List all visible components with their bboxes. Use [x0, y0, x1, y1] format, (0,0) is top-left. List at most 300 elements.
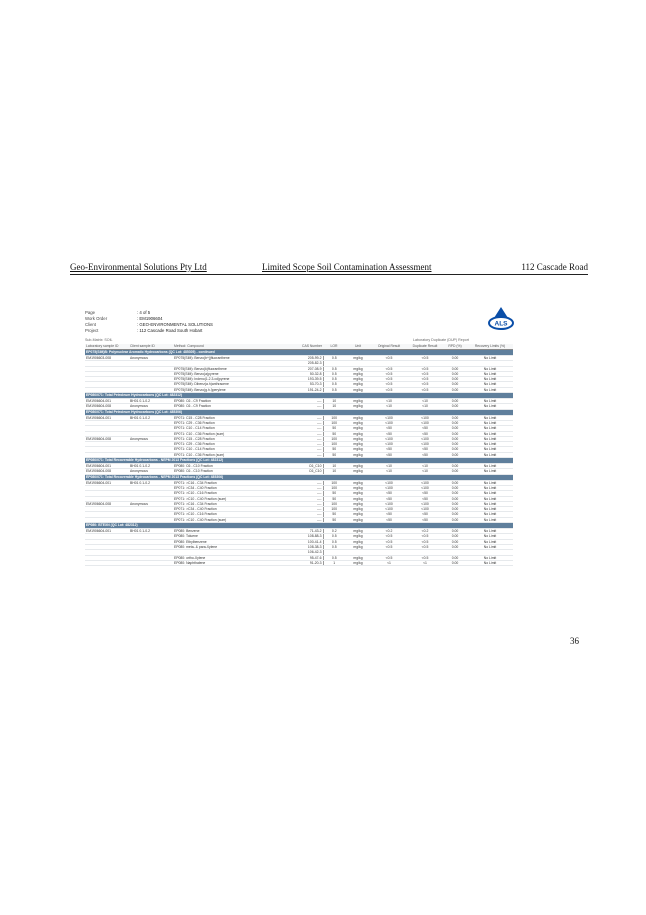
table-cell: <50	[407, 452, 443, 457]
table-cell: 0.5	[323, 534, 345, 539]
table-cell: C6_C10	[281, 464, 323, 469]
table-cell: 100	[323, 436, 345, 441]
table-cell: <100	[371, 501, 407, 506]
table-cell: <100	[371, 436, 407, 441]
table-cell: mg/kg	[345, 480, 371, 485]
table-cell: EP071: C15 - C28 Fraction	[173, 436, 281, 441]
table-cell: mg/kg	[345, 356, 371, 361]
logo-text: ALS	[494, 320, 508, 328]
duplicate-report-label: Laboratory Duplicate (DUP) Report	[413, 338, 469, 342]
column-header: Laboratory sample ID	[85, 344, 129, 350]
table-cell: No Limit	[467, 544, 513, 549]
table-cell: 0.5	[323, 371, 345, 376]
table-cell: 0.00	[443, 480, 467, 485]
table-cell: Anonymous	[129, 436, 173, 441]
table-cell: <0.5	[371, 382, 407, 387]
table-cell: No Limit	[467, 464, 513, 469]
table-cell: EP071: >C10 - C40 Fraction (sum)	[173, 517, 281, 522]
table-cell: No Limit	[467, 431, 513, 436]
meta-value: : 112 Cascade Road South Hobart	[137, 328, 203, 333]
table-cell: 0.00	[443, 452, 467, 457]
table-cell: 50	[323, 496, 345, 501]
table-cell: <0.5	[371, 539, 407, 544]
table-cell: 0.00	[443, 491, 467, 496]
table-cell: mg/kg	[345, 382, 371, 387]
table-cell: EP071: C10 - C14 Fraction	[173, 426, 281, 431]
table-cell: No Limit	[467, 420, 513, 425]
table-cell: EM1906604-001	[85, 399, 129, 404]
table-cell: ----	[281, 426, 323, 431]
table-cell: No Limit	[467, 366, 513, 371]
table-cell: 50	[323, 491, 345, 496]
table-cell: mg/kg	[345, 420, 371, 425]
table-cell: mg/kg	[345, 544, 371, 549]
table-cell: No Limit	[467, 436, 513, 441]
column-header: Unit	[345, 344, 371, 350]
table-cell: <0.5	[371, 356, 407, 361]
table-cell: mg/kg	[345, 496, 371, 501]
table-cell: Anonymous	[129, 469, 173, 474]
meta-label: Work Order	[85, 316, 108, 321]
table-cell: No Limit	[467, 507, 513, 512]
table-cell: 205-82-3	[281, 361, 323, 366]
meta-label: Project	[85, 328, 99, 333]
table-cell: <50	[371, 447, 407, 452]
table-cell: <50	[371, 517, 407, 522]
table-cell	[85, 560, 129, 565]
table-cell: 0.00	[443, 426, 467, 431]
table-cell: <0.5	[371, 366, 407, 371]
table-cell: 207-08-9	[281, 366, 323, 371]
table-cell: 91-20-3	[281, 560, 323, 565]
table-cell: EP071: >C10 - C16 Fraction	[173, 491, 281, 496]
table-cell: 95-47-6	[281, 555, 323, 560]
column-header: LOR	[323, 344, 345, 350]
table-cell: 0.00	[443, 442, 467, 447]
table-cell: <1	[407, 560, 443, 565]
table-cell: BH01 0.1-0.2	[129, 415, 173, 420]
table-cell: 50	[323, 431, 345, 436]
table-cell: mg/kg	[345, 512, 371, 517]
column-header: Recovery Limits (%)	[467, 344, 513, 350]
table-cell: mg/kg	[345, 555, 371, 560]
table-cell: <1	[371, 560, 407, 565]
table-cell: <10	[407, 464, 443, 469]
table-cell: mg/kg	[345, 404, 371, 409]
table-cell: EP071: >C16 - C34 Fraction	[173, 501, 281, 506]
table-cell: EM1906603-008	[85, 356, 129, 361]
table-cell: <100	[407, 507, 443, 512]
table-cell: mg/kg	[345, 431, 371, 436]
table-cell: <0.5	[407, 534, 443, 539]
table-cell: 108-38-3	[281, 544, 323, 549]
table-cell: No Limit	[467, 529, 513, 534]
table-cell: mg/kg	[345, 415, 371, 420]
table-cell: 0.00	[443, 399, 467, 404]
table-cell: <0.5	[371, 544, 407, 549]
table-cell: <50	[407, 431, 443, 436]
table-cell: BH01 0.1-0.2	[129, 399, 173, 404]
column-header: Original Result	[371, 344, 407, 350]
table-cell: EP071: C15 - C28 Fraction	[173, 415, 281, 420]
table-cell: <0.5	[407, 366, 443, 371]
table-cell: ----	[281, 507, 323, 512]
table-cell: EM1906604-008	[85, 404, 129, 409]
table-cell: ----	[281, 501, 323, 506]
section-title: EP080/071: Total Petroleum Hydrocarbons (QC Lot: 485306)	[85, 409, 513, 415]
table-cell: 100	[323, 485, 345, 490]
table-cell: <100	[371, 442, 407, 447]
table-cell: 100	[323, 507, 345, 512]
table-cell: 0.00	[443, 356, 467, 361]
table-cell: mg/kg	[345, 464, 371, 469]
section-title: EP075(SIM)B: Polynuclear Aromatic Hydrocarbons (QC Lot: 485305) - continued	[85, 350, 513, 356]
table-cell: ----	[281, 431, 323, 436]
section-title: EP080: BTEXN (QC Lot: 482312)	[85, 523, 513, 529]
table-cell: <50	[407, 496, 443, 501]
table-cell: <100	[407, 480, 443, 485]
table-cell: 53-70-3	[281, 382, 323, 387]
table-cell: No Limit	[467, 447, 513, 452]
table-cell: No Limit	[467, 485, 513, 490]
table-cell: <50	[371, 452, 407, 457]
table-cell: ----	[281, 517, 323, 522]
table-cell: <10	[371, 464, 407, 469]
table-cell: <0.5	[371, 555, 407, 560]
table-cell: 50	[323, 452, 345, 457]
table-cell: BH01 0.1-0.2	[129, 464, 173, 469]
table-cell: <100	[407, 485, 443, 490]
table-cell: EP080: Ethylbenzene	[173, 539, 281, 544]
table-cell: <0.5	[407, 382, 443, 387]
table-cell: EM1906604-001	[85, 529, 129, 534]
table-cell: EP080: C6 - C10 Fraction	[173, 464, 281, 469]
table-cell: 193-39-5	[281, 377, 323, 382]
column-header: CAS Number	[281, 344, 323, 350]
table-cell: 0.00	[443, 560, 467, 565]
table-cell: 0.00	[443, 371, 467, 376]
table-cell: mg/kg	[345, 485, 371, 490]
table-cell: EP071: >C34 - C40 Fraction	[173, 507, 281, 512]
site-address: 112 Cascade Road	[521, 262, 588, 272]
table-cell: EP075(SIM): Benzo(b+j)fluoranthene	[173, 356, 281, 361]
table-cell: <50	[371, 512, 407, 517]
table-cell	[129, 560, 173, 565]
table-cell: Anonymous	[129, 356, 173, 361]
table-cell: <100	[407, 501, 443, 506]
table-cell: 0.00	[443, 485, 467, 490]
table-cell: ----	[281, 491, 323, 496]
table-cell: EP075(SIM): Benzo(k)fluoranthene	[173, 366, 281, 371]
table-cell: mg/kg	[345, 560, 371, 565]
table-cell: No Limit	[467, 517, 513, 522]
table-cell: EP071: >C16 - C34 Fraction	[173, 480, 281, 485]
table-cell: <100	[407, 420, 443, 425]
table-cell: ----	[281, 452, 323, 457]
table-cell: EP071: C10 - C36 Fraction (sum)	[173, 431, 281, 436]
table-cell: ----	[281, 436, 323, 441]
table-cell: mg/kg	[345, 366, 371, 371]
column-header: RPD (%)	[443, 344, 467, 350]
table-cell: ----	[281, 442, 323, 447]
table-cell: EP071: >C34 - C40 Fraction	[173, 485, 281, 490]
section-title: EP080/071: Total Recoverable Hydrocarbons - NEPM 2013 Fractions (QC Lot: 482312)	[85, 458, 513, 464]
table-cell: <10	[407, 469, 443, 474]
table-cell: 0.00	[443, 431, 467, 436]
table-cell: ----	[281, 447, 323, 452]
table-cell: 0.00	[443, 544, 467, 549]
table-cell: <0.5	[407, 371, 443, 376]
table-cell: EP075(SIM): Benzo(a)pyrene	[173, 371, 281, 376]
table-cell: <0.5	[371, 377, 407, 382]
table-cell: No Limit	[467, 560, 513, 565]
table-cell: 10	[323, 399, 345, 404]
table-cell: <100	[371, 480, 407, 485]
table-cell: No Limit	[467, 534, 513, 539]
table-cell: mg/kg	[345, 436, 371, 441]
table-cell: 0.5	[323, 555, 345, 560]
table-cell: 0.5	[323, 382, 345, 387]
table-cell: 100	[323, 442, 345, 447]
page-number: 36	[570, 636, 579, 646]
table-cell: BH01 0.1-0.2	[129, 480, 173, 485]
table-cell: Anonymous	[129, 501, 173, 506]
table-cell: No Limit	[467, 356, 513, 361]
table-cell: mg/kg	[345, 452, 371, 457]
table-cell: ----	[281, 415, 323, 420]
table-cell: ----	[281, 485, 323, 490]
table-cell: mg/kg	[345, 377, 371, 382]
table-cell: EP075(SIM): Indeno(1.2.3.cd)pyrene	[173, 377, 281, 382]
table-cell: <0.5	[407, 555, 443, 560]
table-cell: EP080: C6 - C10 Fraction	[173, 469, 281, 474]
table-cell: ----	[281, 404, 323, 409]
table-cell: No Limit	[467, 371, 513, 376]
sub-matrix-label: Sub-Matrix: SOIL	[85, 338, 113, 342]
document-header	[70, 262, 588, 275]
table-cell: No Limit	[467, 491, 513, 496]
table-cell: 0.00	[443, 555, 467, 560]
table-cell: No Limit	[467, 382, 513, 387]
section-title: EP080/071: Total Recoverable Hydrocarbons - NEPM 2013 Fractions (QC Lot: 485306)	[85, 474, 513, 480]
table-cell: 0.00	[443, 436, 467, 441]
table-cell: <0.5	[371, 387, 407, 392]
table-cell: 0.5	[323, 366, 345, 371]
table-cell: <100	[371, 415, 407, 420]
table-cell: mg/kg	[345, 501, 371, 506]
meta-label: Page	[85, 310, 96, 315]
table-cell: 0.5	[323, 387, 345, 392]
table-cell: <50	[371, 491, 407, 496]
table-cell: No Limit	[467, 501, 513, 506]
table-cell: <10	[371, 404, 407, 409]
table-cell: <0.5	[407, 377, 443, 382]
table-cell: ----	[281, 420, 323, 425]
column-header: Method: Compound	[173, 344, 281, 350]
meta-value: : GEO-ENVIRONMENTAL SOLUTIONS	[137, 322, 213, 327]
table-cell: 0.00	[443, 469, 467, 474]
table-cell: 205-99-2	[281, 356, 323, 361]
table-cell: No Limit	[467, 426, 513, 431]
table-cell: 10	[323, 469, 345, 474]
table-cell: 100	[323, 501, 345, 506]
table-cell: <100	[371, 420, 407, 425]
table-cell: 0.00	[443, 382, 467, 387]
table-cell: Anonymous	[129, 404, 173, 409]
table-cell: EP080: meta- & para-Xylene	[173, 544, 281, 549]
table-cell: EM1906604-001	[85, 464, 129, 469]
table-cell: EP075(SIM): Dibenz(a.h)anthracene	[173, 382, 281, 387]
table-cell: EP075(SIM): Benzo(g.h.i)perylene	[173, 387, 281, 392]
table-cell: EP071: C10 - C14 Fraction	[173, 447, 281, 452]
section-title: EP080/071: Total Petroleum Hydrocarbons (QC Lot: 482312)	[85, 393, 513, 399]
table-cell: mg/kg	[345, 507, 371, 512]
table-cell: <100	[371, 485, 407, 490]
table-cell: 0.00	[443, 496, 467, 501]
duplicate-report-table	[85, 344, 513, 566]
table-cell: EP080: Naphthalene	[173, 560, 281, 565]
table-cell: EP071: >C10 - C40 Fraction (sum)	[173, 496, 281, 501]
table-cell: 100-41-4	[281, 539, 323, 544]
table-cell: No Limit	[467, 512, 513, 517]
table-cell: 0.00	[443, 447, 467, 452]
report-meta	[85, 310, 213, 334]
als-logo	[487, 306, 515, 332]
table-cell: <0.2	[371, 529, 407, 534]
table-cell: No Limit	[467, 442, 513, 447]
table-cell: 0.00	[443, 404, 467, 409]
table-cell: EM1906604-008	[85, 501, 129, 506]
table-cell: <100	[371, 507, 407, 512]
table-cell: <100	[407, 415, 443, 420]
table-cell: EM1906604-001	[85, 415, 129, 420]
table-cell: EP080: Benzene	[173, 529, 281, 534]
table-cell: 0.5	[323, 544, 345, 549]
table-cell: 0.5	[323, 377, 345, 382]
table-cell: EP071: >C10 - C16 Fraction	[173, 512, 281, 517]
table-cell: mg/kg	[345, 469, 371, 474]
table-cell: <0.5	[371, 371, 407, 376]
table-cell: 0.2	[323, 529, 345, 534]
table-cell: 108-88-3	[281, 534, 323, 539]
table-cell: 0.00	[443, 366, 467, 371]
table-cell: 0.00	[443, 377, 467, 382]
table-cell: 100	[323, 480, 345, 485]
table-cell: <0.5	[407, 387, 443, 392]
table-cell: 0.00	[443, 517, 467, 522]
table-cell: EP080: C6 - C9 Fraction	[173, 404, 281, 409]
table-cell: <50	[371, 496, 407, 501]
table-cell: ----	[281, 496, 323, 501]
table-row	[85, 560, 513, 565]
table-cell: 50	[323, 447, 345, 452]
table-cell: <10	[407, 404, 443, 409]
table-cell: 0.5	[323, 356, 345, 361]
table-cell: 0.00	[443, 415, 467, 420]
table-cell: <50	[407, 447, 443, 452]
column-header: Client sample ID	[129, 344, 173, 350]
table-cell: 50	[323, 517, 345, 522]
table-cell: 0.00	[443, 420, 467, 425]
table-cell: ----	[281, 512, 323, 517]
table-cell: 0.5	[323, 539, 345, 544]
table-cell: mg/kg	[345, 387, 371, 392]
table-cell: 1	[323, 560, 345, 565]
table-cell: No Limit	[467, 399, 513, 404]
table-cell: EM1906604-008	[85, 469, 129, 474]
table-cell: EM1906604-008	[85, 436, 129, 441]
table-cell: mg/kg	[345, 534, 371, 539]
lab-report-scan	[85, 300, 513, 616]
meta-row	[85, 328, 213, 334]
table-cell: 100	[323, 420, 345, 425]
table-cell: 0.00	[443, 539, 467, 544]
table-cell: mg/kg	[345, 491, 371, 496]
table-cell: <0.2	[407, 529, 443, 534]
table-cell: EP071: C10 - C36 Fraction (sum)	[173, 452, 281, 457]
table-cell: EP071: C29 - C36 Fraction	[173, 420, 281, 425]
meta-value: : EM1906604	[137, 316, 163, 321]
table-cell: No Limit	[467, 452, 513, 457]
table-cell: No Limit	[467, 496, 513, 501]
table-cell: 10	[323, 464, 345, 469]
table-cell: 50	[323, 512, 345, 517]
table-cell: No Limit	[467, 377, 513, 382]
table-cell: <50	[407, 426, 443, 431]
table-cell: <100	[407, 436, 443, 441]
table-cell: No Limit	[467, 555, 513, 560]
table-cell: EP080: C6 - C9 Fraction	[173, 399, 281, 404]
table-cell: mg/kg	[345, 442, 371, 447]
meta-label: Client	[85, 322, 96, 327]
company-name: Geo-Environmental Solutions Pty Ltd	[70, 262, 207, 272]
report-title: Limited Scope Soil Contamination Assessment	[262, 262, 432, 272]
meta-value: : 4 of 5	[137, 310, 151, 315]
table-cell: 71-43-2	[281, 529, 323, 534]
table-cell: mg/kg	[345, 529, 371, 534]
table-cell: mg/kg	[345, 539, 371, 544]
table-cell: 0.00	[443, 464, 467, 469]
table-cell: 0.00	[443, 507, 467, 512]
table-cell: No Limit	[467, 404, 513, 409]
table-cell: <0.5	[407, 356, 443, 361]
table-cell: 0.00	[443, 512, 467, 517]
table-cell: EP071: C29 - C36 Fraction	[173, 442, 281, 447]
table-cell: EP080: Toluene	[173, 534, 281, 539]
table-cell: EP080: ortho-Xylene	[173, 555, 281, 560]
table-cell: mg/kg	[345, 399, 371, 404]
table-cell: No Limit	[467, 480, 513, 485]
table-cell: 106-42-3	[281, 550, 323, 555]
table-cell: ----	[281, 480, 323, 485]
table-cell: <0.5	[407, 544, 443, 549]
table-cell: 10	[323, 404, 345, 409]
table-cell: mg/kg	[345, 517, 371, 522]
table-cell: 0.00	[443, 529, 467, 534]
table-cell: 0.00	[443, 387, 467, 392]
table-cell: <10	[371, 469, 407, 474]
table-cell: No Limit	[467, 539, 513, 544]
table-cell: BH01 0.1-0.2	[129, 529, 173, 534]
table-cell: ----	[281, 399, 323, 404]
table-cell: <0.5	[371, 534, 407, 539]
table-cell: <0.5	[407, 539, 443, 544]
table-cell: <50	[407, 491, 443, 496]
table-cell: 0.00	[443, 501, 467, 506]
table-cell: C6_C10	[281, 469, 323, 474]
table-cell: No Limit	[467, 415, 513, 420]
table-cell: <50	[371, 431, 407, 436]
